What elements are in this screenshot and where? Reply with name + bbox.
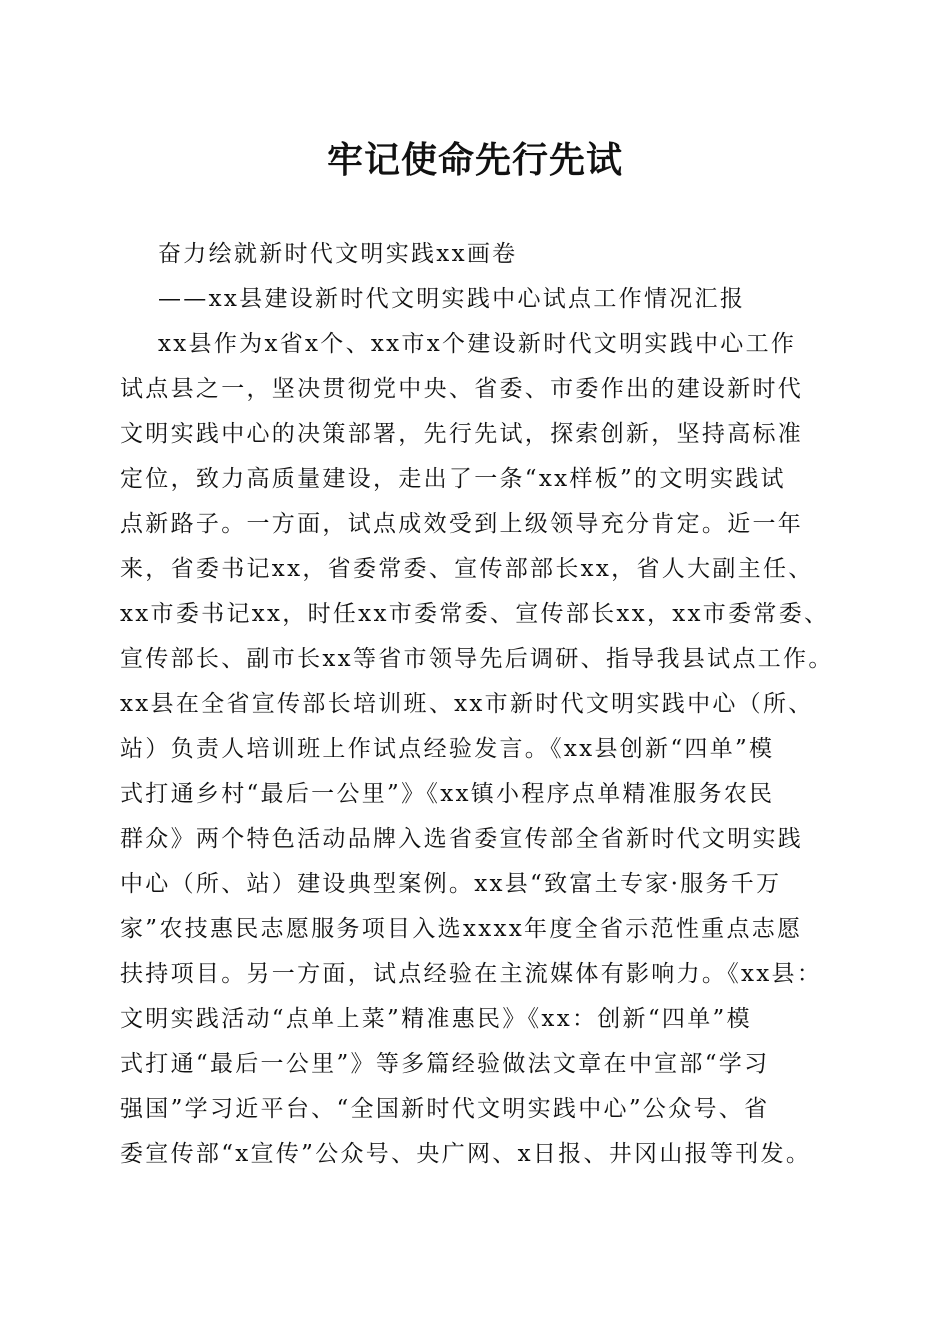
body-line: 文明实践活动“点单上菜”精准惠民》《xx：创新“四单”模 <box>120 1006 752 1032</box>
body-line: 站）负责人培训班上作试点经验发言。《xx县创新“四单”模 <box>120 736 775 762</box>
document-subtitle: 奋力绘就新时代文明实践xx画卷 <box>158 241 518 267</box>
body-line: 式打通“最后一公里”》等多篇经验做法文章在中宣部“学习 <box>120 1051 770 1077</box>
body-line: 扶持项目。另一方面，试点经验在主流媒体有影响力。《xx县： <box>120 961 823 987</box>
report-title: ——xx县建设新时代文明实践中心试点工作情况汇报 <box>158 286 746 312</box>
body-line: 定位，致力高质量建设，走出了一条“xx样板”的文明实践试 <box>120 466 786 492</box>
body-line: 群众》两个特色活动品牌入选省委宣传部全省新时代文明实践 <box>120 826 804 852</box>
body-line: 点新路子。一方面，试点成效受到上级领导充分肯定。近一年 <box>120 511 804 537</box>
body-line: 试点县之一，坚决贯彻党中央、省委、市委作出的建设新时代 <box>120 376 804 402</box>
body-line: xx县作为x省x个、xx市x个建设新时代文明实践中心工作 <box>158 331 797 357</box>
body-line: 中心（所、站）建设典型案例。xx县“致富土专家·服务千万 <box>120 871 782 897</box>
body-line: 强国”学习近平台、“全国新时代文明实践中心”公众号、省 <box>120 1096 770 1122</box>
body-line: 委宣传部“x宣传”公众号、央广网、x日报、井冈山报等刊发。 <box>120 1141 812 1167</box>
body-line: 来，省委书记xx，省委常委、宣传部部长xx，省人大副主任、 <box>120 556 814 582</box>
body-line: 式打通乡村“最后一公里”》《xx镇小程序点单精准服务农民 <box>120 781 775 807</box>
body-line: 文明实践中心的决策部署，先行先试，探索创新，坚持高标准 <box>120 421 804 447</box>
body-line: 宣传部长、副市长xx等省市领导先后调研、指导我县试点工作。 <box>120 646 834 672</box>
body-line: xx市委书记xx，时任xx市委常委、宣传部长xx，xx市委常委、 <box>120 601 830 627</box>
body-line: 家”农技惠民志愿服务项目入选xxxx年度全省示范性重点志愿 <box>120 916 803 942</box>
document-title: 牢记使命先行先试 <box>326 139 623 181</box>
body-line: xx县在全省宣传部长培训班、xx市新时代文明实践中心（所、 <box>120 691 814 717</box>
